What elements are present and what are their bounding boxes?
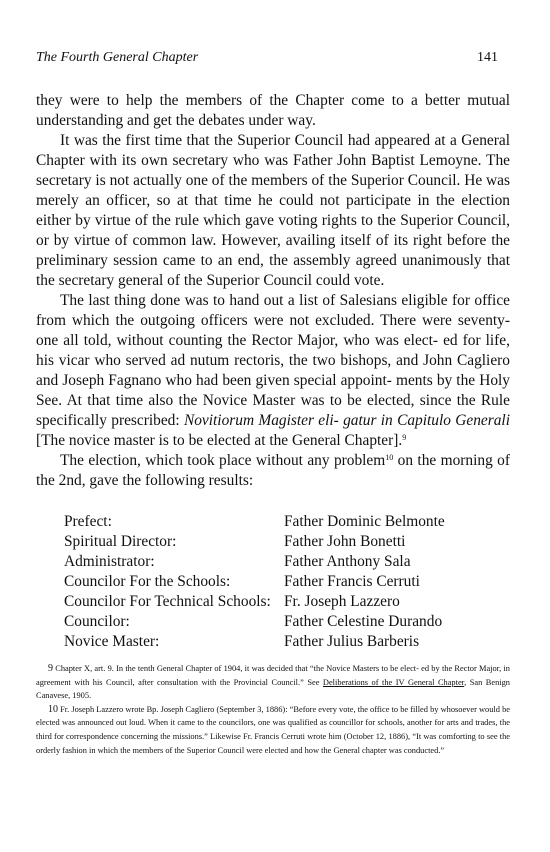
elected-name: Father Julius Barberis xyxy=(284,633,420,650)
running-title: The Fourth General Chapter xyxy=(36,50,199,65)
footnote-text: Chapter X, art. 9. In the tenth General Chapter of 1904, it was decided that “the Novice Masters to be elect- ed by the Rector Major, in agreement with his Council, after consultation with the Provincial Council.” See xyxy=(36,664,510,687)
result-row xyxy=(64,592,504,612)
footnotes xyxy=(36,662,510,757)
page-header xyxy=(36,50,510,70)
result-row xyxy=(64,552,504,572)
footnote-ref-9: 9 xyxy=(402,433,407,442)
paragraph-continuation: they were to help the members of the Chapter come to a better mutual understanding and get the debates under way. xyxy=(36,92,510,129)
elected-name: Father Francis Cerruti xyxy=(284,573,420,590)
office-title: Councilor: xyxy=(64,613,130,630)
paragraph-secretary: It was the first time that the Superior Council had appeared at a General Chapter with its own secretary who was Father John Baptist Lemoyne. The secretary is not actually one of the members of the Superior Council. He was merely an officer, so at that time he could not participate in the election either by virtue of the rule which gave voting rights to the Superior Council, or by virtue of common law. However, availing itself of its right before the preliminary session came to an end, the assembly agreed unanimously that the secretary general of the Superior Council could vote. xyxy=(36,132,510,289)
footnote-text: Fr. Joseph Lazzero wrote Bp. Joseph Cagliero (September 3, 1886): “Before every vote, the office to be filled by whosoever would be elected was announced out loud. When it came to the councilors, one was qualified as councillor for schools, another for arts and trades, the third for correspondence concerning the missions.” Likewise Fr. Francis Cerruti wrote him (October 12, 1886), “It was comforting to see the orderly fashion in which the members of the Superior Council were elected and how the General chapter was conducted.” xyxy=(36,704,510,755)
results-body xyxy=(64,512,504,652)
result-row xyxy=(64,512,504,532)
office-title: Administrator: xyxy=(64,553,155,570)
cited-work-title: Deliberations of the IV General Chapter xyxy=(322,677,465,687)
body-text xyxy=(36,91,510,491)
paragraph-text: The election, which took place without any problem xyxy=(60,452,386,469)
paragraph-text: on the morning of the 2nd, gave the following results: xyxy=(36,452,511,489)
footnote-text: , San Benign Canavese, 1905. xyxy=(36,677,510,701)
elected-name: Father Dominic Belmonte xyxy=(284,513,445,530)
paragraph-election xyxy=(36,451,510,491)
office-title: Councilor For Technical Schools: xyxy=(64,593,271,610)
office-title: Spiritual Director: xyxy=(64,533,177,550)
latin-quote: Novitiorum Magister eli- gatur in Capitulo Generali xyxy=(183,412,510,429)
result-row xyxy=(64,532,504,552)
footnote-10 xyxy=(36,703,510,757)
elected-name: Father John Bonetti xyxy=(284,533,406,550)
page-number: 141 xyxy=(477,50,498,65)
office-title: Prefect: xyxy=(64,513,112,530)
footnote-number: 10 xyxy=(48,703,58,715)
footnote-ref-10: 10 xyxy=(385,453,394,462)
elected-name: Fr. Joseph Lazzero xyxy=(284,593,400,610)
paragraph-text: The last thing done was to hand out a list of Salesians eligible for office from which the outgoing officers were not excluded. There were seventy-one all told, without counting the Rector Major, who was elect- ed for life, his vicar who served ad nutum rectoris, the two bishops, and John Cagliero and Joseph Fagnano who had been given special appoint- ments by the Holy See. At that time also the Novice Master was to be elected, since the Rule specifically prescribed: xyxy=(36,292,510,429)
result-row xyxy=(64,632,504,652)
office-title: Novice Master: xyxy=(64,633,160,650)
result-row xyxy=(64,612,504,632)
paragraph-eligible-list xyxy=(36,291,510,451)
result-row xyxy=(64,572,504,592)
election-results-table xyxy=(64,512,504,652)
elected-name: Father Anthony Sala xyxy=(284,553,411,570)
elected-name: Father Celestine Durando xyxy=(284,613,443,630)
paragraph-text: [The novice master is to be elected at the General Chapter]. xyxy=(36,432,403,449)
office-title: Councilor For the Schools: xyxy=(64,573,231,590)
footnote-number: 9 xyxy=(48,663,53,674)
footnote-9 xyxy=(36,662,510,703)
